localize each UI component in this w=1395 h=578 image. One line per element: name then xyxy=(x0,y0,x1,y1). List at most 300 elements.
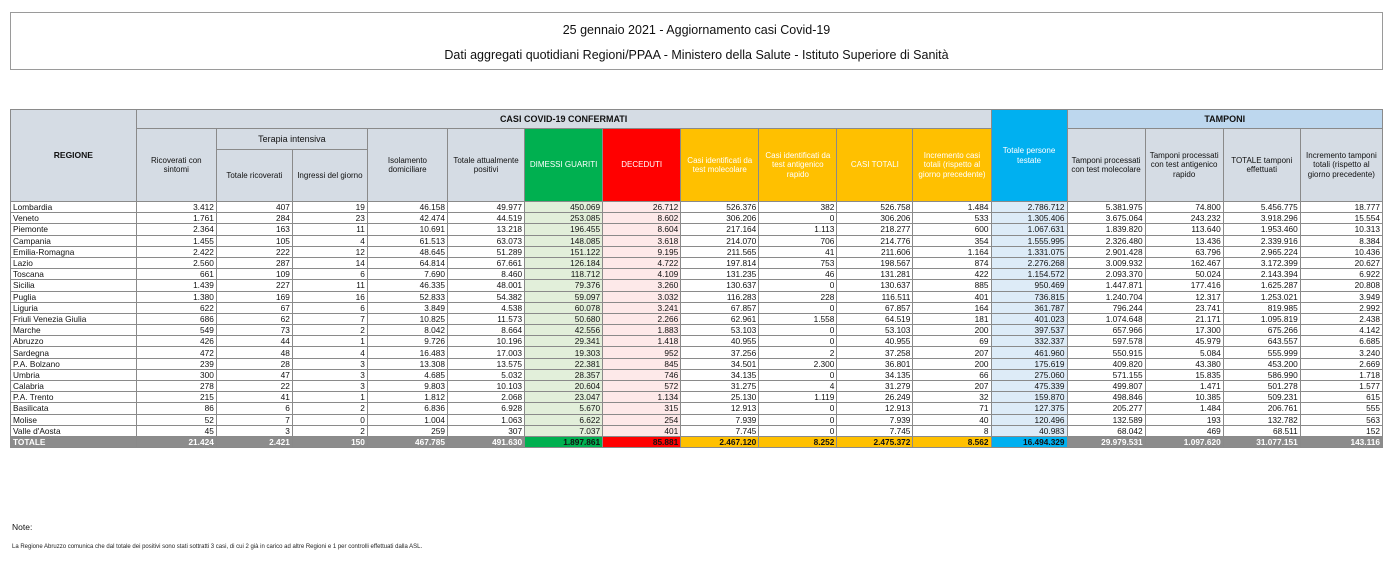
table-cell: 120.496 xyxy=(991,414,1067,425)
table-cell: 49.977 xyxy=(448,202,525,213)
table-cell: 10.385 xyxy=(1145,392,1223,403)
table-cell: 2.093.370 xyxy=(1067,269,1145,280)
table-cell: 19.303 xyxy=(525,347,603,358)
table-cell: 1.063 xyxy=(448,414,525,425)
table-row xyxy=(11,291,1383,302)
table-cell: 361.787 xyxy=(991,302,1067,313)
report-subtitle: Dati aggregati quotidiani Regioni/PPAA - Ministero della Salute - Istituto Superiore di Sanità xyxy=(444,48,949,62)
table-cell: 5.381.975 xyxy=(1067,202,1145,213)
table-cell: 3.032 xyxy=(603,291,681,302)
table-cell: 175.619 xyxy=(991,358,1067,369)
table-cell: 2.068 xyxy=(448,392,525,403)
table-cell: 74.800 xyxy=(1145,202,1223,213)
table-cell: 132.782 xyxy=(1223,414,1300,425)
table-cell: 6.685 xyxy=(1300,336,1382,347)
table-cell: 20.808 xyxy=(1300,280,1382,291)
table-cell: 198.567 xyxy=(837,257,913,268)
table-cell: 1.240.704 xyxy=(1067,291,1145,302)
table-cell: 22.381 xyxy=(525,358,603,369)
table-cell: 8.604 xyxy=(603,224,681,235)
table-cell: 8 xyxy=(913,425,991,436)
table-cell: 44.519 xyxy=(448,213,525,224)
report-title: 25 gennaio 2021 - Aggiornamento casi Covid-19 xyxy=(562,23,831,37)
table-cell: 1.074.648 xyxy=(1067,313,1145,324)
table-cell: 1.119 xyxy=(759,392,837,403)
table-cell: 31.279 xyxy=(837,381,913,392)
table-cell: 3.918.296 xyxy=(1223,213,1300,224)
table-cell: 7.939 xyxy=(681,414,759,425)
table-cell: 9.195 xyxy=(603,246,681,257)
table-cell: 43.380 xyxy=(1145,358,1223,369)
table-cell: 706 xyxy=(759,235,837,246)
table-cell: 181 xyxy=(913,313,991,324)
table-cell: 67.857 xyxy=(681,302,759,313)
table-cell: 48.001 xyxy=(448,280,525,291)
table-cell: 197.814 xyxy=(681,257,759,268)
table-row xyxy=(11,347,1383,358)
table-cell: 53.103 xyxy=(681,325,759,336)
col-tamponi-totale: TOTALE tamponi effettuati xyxy=(1223,129,1300,202)
totals-label: TOTALE xyxy=(11,436,137,447)
table-cell: 555 xyxy=(1300,403,1382,414)
table-cell: 105 xyxy=(216,235,292,246)
table-cell: 3.260 xyxy=(603,280,681,291)
table-row xyxy=(11,280,1383,291)
table-cell: 159.870 xyxy=(991,392,1067,403)
region-name-cell: Campania xyxy=(11,235,137,246)
table-cell: 1.095.819 xyxy=(1223,313,1300,324)
table-cell: 54.382 xyxy=(448,291,525,302)
table-row xyxy=(11,202,1383,213)
table-cell: 131.235 xyxy=(681,269,759,280)
table-cell: 453.200 xyxy=(1223,358,1300,369)
region-name-cell: Emilia-Romagna xyxy=(11,246,137,257)
table-cell: 20.604 xyxy=(525,381,603,392)
table-cell: 17.300 xyxy=(1145,325,1223,336)
total-cell: 29.979.531 xyxy=(1067,436,1145,447)
table-cell: 3.412 xyxy=(136,202,216,213)
total-cell: 21.424 xyxy=(136,436,216,447)
table-cell: 47 xyxy=(216,369,292,380)
table-cell: 207 xyxy=(913,381,991,392)
table-cell: 222 xyxy=(216,246,292,257)
table-cell: 2.560 xyxy=(136,257,216,268)
table-cell: 127.375 xyxy=(991,403,1067,414)
table-row xyxy=(11,325,1383,336)
table-cell: 563 xyxy=(1300,414,1382,425)
table-cell: 307 xyxy=(448,425,525,436)
table-cell: 28.357 xyxy=(525,369,603,380)
table-cell: 597.578 xyxy=(1067,336,1145,347)
table-cell: 34.135 xyxy=(681,369,759,380)
table-cell: 239 xyxy=(136,358,216,369)
table-cell: 5.456.775 xyxy=(1223,202,1300,213)
table-cell: 28 xyxy=(216,358,292,369)
table-cell: 7.939 xyxy=(837,414,913,425)
table-cell: 2.326.480 xyxy=(1067,235,1145,246)
table-cell: 130.637 xyxy=(681,280,759,291)
table-cell: 211.565 xyxy=(681,246,759,257)
table-row xyxy=(11,224,1383,235)
table-cell: 37.258 xyxy=(837,347,913,358)
table-cell: 1.380 xyxy=(136,291,216,302)
table-cell: 25.130 xyxy=(681,392,759,403)
table-cell: 3 xyxy=(216,425,292,436)
table-cell: 79.376 xyxy=(525,280,603,291)
table-cell: 15.554 xyxy=(1300,213,1382,224)
table-cell: 643.557 xyxy=(1223,336,1300,347)
table-cell: 1.625.287 xyxy=(1223,280,1300,291)
table-cell: 306.206 xyxy=(837,213,913,224)
table-cell: 2 xyxy=(292,325,367,336)
table-cell: 45.979 xyxy=(1145,336,1223,347)
table-cell: 211.606 xyxy=(837,246,913,257)
table-cell: 13.575 xyxy=(448,358,525,369)
table-cell: 952 xyxy=(603,347,681,358)
total-cell: 491.630 xyxy=(448,436,525,447)
table-cell: 950.469 xyxy=(991,280,1067,291)
table-cell: 34.135 xyxy=(837,369,913,380)
table-row xyxy=(11,414,1383,425)
table-cell: 164 xyxy=(913,302,991,313)
table-cell: 1.577 xyxy=(1300,381,1382,392)
table-cell: 148.085 xyxy=(525,235,603,246)
table-cell: 16 xyxy=(292,291,367,302)
table-cell: 20.627 xyxy=(1300,257,1382,268)
table-cell: 1.164 xyxy=(913,246,991,257)
table-cell: 572 xyxy=(603,381,681,392)
region-name-cell: Calabria xyxy=(11,381,137,392)
table-cell: 1.331.075 xyxy=(991,246,1067,257)
table-cell: 51.289 xyxy=(448,246,525,257)
table-cell: 207 xyxy=(913,347,991,358)
table-cell: 169 xyxy=(216,291,292,302)
table-cell: 7 xyxy=(292,313,367,324)
table-cell: 1.067.631 xyxy=(991,224,1067,235)
table-cell: 26.712 xyxy=(603,202,681,213)
table-cell: 10.196 xyxy=(448,336,525,347)
table-cell: 2.266 xyxy=(603,313,681,324)
table-cell: 86 xyxy=(136,403,216,414)
table-row xyxy=(11,392,1383,403)
table-cell: 10.825 xyxy=(367,313,447,324)
table-cell: 48 xyxy=(216,347,292,358)
table-cell: 4 xyxy=(759,381,837,392)
table-cell: 48.645 xyxy=(367,246,447,257)
table-cell: 73 xyxy=(216,325,292,336)
table-row xyxy=(11,425,1383,436)
table-cell: 686 xyxy=(136,313,216,324)
table-cell: 571.155 xyxy=(1067,369,1145,380)
table-cell: 46.335 xyxy=(367,280,447,291)
table-cell: 67.661 xyxy=(448,257,525,268)
table-cell: 2 xyxy=(292,403,367,414)
col-tamponi-antigenico: Tamponi processati con test antigenico rapido xyxy=(1145,129,1223,202)
table-row xyxy=(11,235,1383,246)
table-cell: 5.032 xyxy=(448,369,525,380)
table-cell: 736.815 xyxy=(991,291,1067,302)
table-cell: 615 xyxy=(1300,392,1382,403)
table-cell: 332.337 xyxy=(991,336,1067,347)
region-name-cell: Lazio xyxy=(11,257,137,268)
region-name-cell: Abruzzo xyxy=(11,336,137,347)
table-cell: 7 xyxy=(216,414,292,425)
table-cell: 2.965.224 xyxy=(1223,246,1300,257)
table-cell: 8.664 xyxy=(448,325,525,336)
table-cell: 13.218 xyxy=(448,224,525,235)
table-cell: 132.589 xyxy=(1067,414,1145,425)
table-cell: 151.122 xyxy=(525,246,603,257)
table-cell: 21.171 xyxy=(1145,313,1223,324)
table-cell: 254 xyxy=(603,414,681,425)
total-cell: 150 xyxy=(292,436,367,447)
table-cell: 845 xyxy=(603,358,681,369)
table-cell: 549 xyxy=(136,325,216,336)
table-cell: 382 xyxy=(759,202,837,213)
table-cell: 68.511 xyxy=(1223,425,1300,436)
covid-data-table xyxy=(10,109,1383,448)
table-cell: 0 xyxy=(759,213,837,224)
table-cell: 32 xyxy=(913,392,991,403)
table-row xyxy=(11,403,1383,414)
table-cell: 2.339.916 xyxy=(1223,235,1300,246)
table-cell: 177.416 xyxy=(1145,280,1223,291)
table-cell: 1.134 xyxy=(603,392,681,403)
notes-label: Note: xyxy=(12,522,33,532)
table-cell: 401 xyxy=(913,291,991,302)
col-totale-ricoverati: Totale ricoverati xyxy=(216,150,292,202)
table-cell: 533 xyxy=(913,213,991,224)
total-cell: 2.475.372 xyxy=(837,436,913,447)
table-cell: 46 xyxy=(759,269,837,280)
table-cell: 10.436 xyxy=(1300,246,1382,257)
table-cell: 64.519 xyxy=(837,313,913,324)
table-cell: 475.339 xyxy=(991,381,1067,392)
table-cell: 426 xyxy=(136,336,216,347)
region-name-cell: Molise xyxy=(11,414,137,425)
table-cell: 1.953.460 xyxy=(1223,224,1300,235)
table-cell: 152 xyxy=(1300,425,1382,436)
table-cell: 284 xyxy=(216,213,292,224)
table-cell: 200 xyxy=(913,325,991,336)
table-cell: 397.537 xyxy=(991,325,1067,336)
table-cell: 67 xyxy=(216,302,292,313)
table-cell: 1.484 xyxy=(913,202,991,213)
table-cell: 205.277 xyxy=(1067,403,1145,414)
table-cell: 1 xyxy=(292,336,367,347)
region-name-cell: Piemonte xyxy=(11,224,137,235)
table-cell: 3.675.064 xyxy=(1067,213,1145,224)
region-name-cell: Liguria xyxy=(11,302,137,313)
table-cell: 62 xyxy=(216,313,292,324)
table-cell: 6 xyxy=(216,403,292,414)
total-cell: 1.897.861 xyxy=(525,436,603,447)
table-cell: 23.741 xyxy=(1145,302,1223,313)
table-cell: 1.455 xyxy=(136,235,216,246)
table-cell: 306.206 xyxy=(681,213,759,224)
table-cell: 661 xyxy=(136,269,216,280)
table-cell: 509.231 xyxy=(1223,392,1300,403)
table-cell: 2.992 xyxy=(1300,302,1382,313)
table-cell: 7.037 xyxy=(525,425,603,436)
table-row xyxy=(11,302,1383,313)
notes-text: La Regione Abruzzo comunica che dal totale dei positivi sono stati sottratti 3 casi, di cui 2 già in carico ad altre Regioni e 1 per controlli effettuati dalla ASL. xyxy=(12,544,423,550)
table-cell: 193 xyxy=(1145,414,1223,425)
table-cell: 41 xyxy=(216,392,292,403)
total-cell: 2.467.120 xyxy=(681,436,759,447)
table-cell: 206.761 xyxy=(1223,403,1300,414)
table-cell: 10.691 xyxy=(367,224,447,235)
table-cell: 50.680 xyxy=(525,313,603,324)
table-cell: 0 xyxy=(759,369,837,380)
table-cell: 874 xyxy=(913,257,991,268)
total-cell: 8.252 xyxy=(759,436,837,447)
table-cell: 67.857 xyxy=(837,302,913,313)
table-row xyxy=(11,269,1383,280)
table-cell: 113.640 xyxy=(1145,224,1223,235)
table-cell: 3.618 xyxy=(603,235,681,246)
table-row xyxy=(11,257,1383,268)
table-cell: 407 xyxy=(216,202,292,213)
group-terapia-intensiva: Terapia intensiva xyxy=(216,129,367,150)
table-row xyxy=(11,313,1383,324)
table-cell: 18.777 xyxy=(1300,202,1382,213)
table-cell: 4.538 xyxy=(448,302,525,313)
table-cell: 1.718 xyxy=(1300,369,1382,380)
total-cell: 2.421 xyxy=(216,436,292,447)
table-cell: 118.712 xyxy=(525,269,603,280)
table-cell: 60.078 xyxy=(525,302,603,313)
region-name-cell: Lombardia xyxy=(11,202,137,213)
table-cell: 64.814 xyxy=(367,257,447,268)
table-cell: 9.803 xyxy=(367,381,447,392)
table-cell: 1.558 xyxy=(759,313,837,324)
total-cell: 467.785 xyxy=(367,436,447,447)
table-cell: 4.722 xyxy=(603,257,681,268)
table-cell: 12 xyxy=(292,246,367,257)
table-cell: 116.511 xyxy=(837,291,913,302)
table-cell: 469 xyxy=(1145,425,1223,436)
table-cell: 4.109 xyxy=(603,269,681,280)
region-name-cell: Marche xyxy=(11,325,137,336)
table-cell: 5.084 xyxy=(1145,347,1223,358)
table-cell: 11 xyxy=(292,224,367,235)
table-cell: 63.796 xyxy=(1145,246,1223,257)
table-cell: 36.801 xyxy=(837,358,913,369)
table-cell: 1.305.406 xyxy=(991,213,1067,224)
table-cell: 162.467 xyxy=(1145,257,1223,268)
table-cell: 61.513 xyxy=(367,235,447,246)
table-cell: 52 xyxy=(136,414,216,425)
table-cell: 46.158 xyxy=(367,202,447,213)
table-cell: 586.990 xyxy=(1223,369,1300,380)
table-cell: 555.999 xyxy=(1223,347,1300,358)
table-cell: 422 xyxy=(913,269,991,280)
table-cell: 13.308 xyxy=(367,358,447,369)
table-cell: 62.961 xyxy=(681,313,759,324)
region-name-cell: Sicilia xyxy=(11,280,137,291)
table-cell: 753 xyxy=(759,257,837,268)
col-isolamento: Isolamento domiciliare xyxy=(367,129,447,202)
table-cell: 243.232 xyxy=(1145,213,1223,224)
totals-row xyxy=(11,436,1383,447)
table-cell: 2.438 xyxy=(1300,313,1382,324)
table-cell: 23.047 xyxy=(525,392,603,403)
region-name-cell: Sardegna xyxy=(11,347,137,358)
col-antigenico: Casi identificati da test antigenico rapido xyxy=(759,129,837,202)
table-cell: 2.364 xyxy=(136,224,216,235)
table-cell: 8.042 xyxy=(367,325,447,336)
table-cell: 8.602 xyxy=(603,213,681,224)
table-cell: 550.915 xyxy=(1067,347,1145,358)
table-cell: 196.455 xyxy=(525,224,603,235)
region-name-cell: Veneto xyxy=(11,213,137,224)
table-cell: 26.249 xyxy=(837,392,913,403)
table-cell: 59.097 xyxy=(525,291,603,302)
table-cell: 1.004 xyxy=(367,414,447,425)
table-row xyxy=(11,369,1383,380)
total-cell: 85.881 xyxy=(603,436,681,447)
region-name-cell: P.A. Trento xyxy=(11,392,137,403)
table-cell: 0 xyxy=(759,414,837,425)
table-cell: 10.103 xyxy=(448,381,525,392)
table-cell: 45 xyxy=(136,425,216,436)
table-cell: 0 xyxy=(759,403,837,414)
table-cell: 354 xyxy=(913,235,991,246)
table-cell: 2 xyxy=(759,347,837,358)
table-cell: 11.573 xyxy=(448,313,525,324)
table-cell: 1.555.995 xyxy=(991,235,1067,246)
table-cell: 10.313 xyxy=(1300,224,1382,235)
table-cell: 275.060 xyxy=(991,369,1067,380)
total-cell: 16.494.329 xyxy=(991,436,1067,447)
table-cell: 52.833 xyxy=(367,291,447,302)
table-cell: 657.966 xyxy=(1067,325,1145,336)
table-cell: 218.277 xyxy=(837,224,913,235)
table-cell: 315 xyxy=(603,403,681,414)
table-cell: 12.317 xyxy=(1145,291,1223,302)
table-cell: 819.985 xyxy=(1223,302,1300,313)
table-cell: 2.786.712 xyxy=(991,202,1067,213)
table-cell: 1.484 xyxy=(1145,403,1223,414)
table-cell: 1.253.021 xyxy=(1223,291,1300,302)
col-molecolare: Casi identificati da test molecolare xyxy=(681,129,759,202)
table-cell: 69 xyxy=(913,336,991,347)
table-row xyxy=(11,336,1383,347)
table-cell: 746 xyxy=(603,369,681,380)
table-cell: 126.184 xyxy=(525,257,603,268)
table-cell: 19 xyxy=(292,202,367,213)
col-dimessi: DIMESSI GUARITI xyxy=(525,129,603,202)
table-cell: 2.300 xyxy=(759,358,837,369)
table-cell: 29.341 xyxy=(525,336,603,347)
table-cell: 228 xyxy=(759,291,837,302)
table-cell: 3.241 xyxy=(603,302,681,313)
table-cell: 498.846 xyxy=(1067,392,1145,403)
table-cell: 1.439 xyxy=(136,280,216,291)
table-cell: 63.073 xyxy=(448,235,525,246)
table-cell: 31.275 xyxy=(681,381,759,392)
region-name-cell: Puglia xyxy=(11,291,137,302)
total-cell: 8.562 xyxy=(913,436,991,447)
group-tamponi: TAMPONI xyxy=(1067,110,1382,129)
table-cell: 200 xyxy=(913,358,991,369)
table-cell: 44 xyxy=(216,336,292,347)
table-cell: 6 xyxy=(292,302,367,313)
region-name-cell: Basilicata xyxy=(11,403,137,414)
table-cell: 6 xyxy=(292,269,367,280)
table-cell: 227 xyxy=(216,280,292,291)
